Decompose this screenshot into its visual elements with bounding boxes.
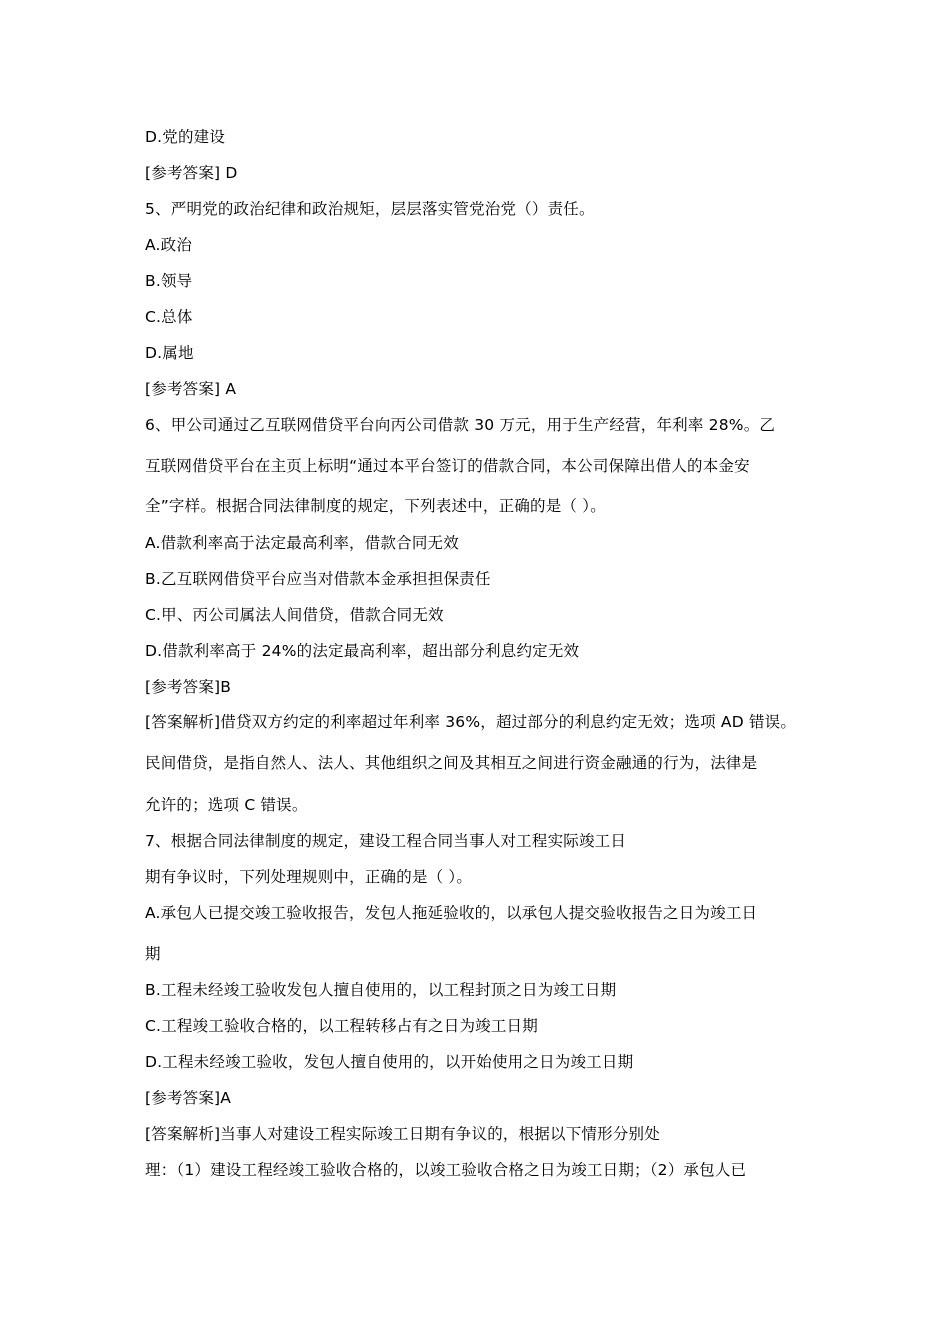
option-b-q6: B.乙互联网借贷平台应当对借款本金承担担保责任 <box>145 570 491 588</box>
answer-q5: [参考答案] A <box>145 380 237 398</box>
explanation-q6-line-1: [答案解析]借贷双方约定的利率超过年利率 36%，超过部分的利息约定无效；选项 AD 错误。 <box>145 713 797 731</box>
option-a-q6: A.借款利率高于法定最高利率，借款合同无效 <box>145 534 459 552</box>
explanation-q6-line-3: 允许的；选项 C 错误。 <box>145 796 308 814</box>
explanation-q7-line-2: 理：（1）建设工程经竣工验收合格的，以竣工验收合格之日为竣工日期；（2）承包人已 <box>145 1161 747 1179</box>
question-6-line-1: 6、甲公司通过乙互联网借贷平台向丙公司借款 30 万元，用于生产经营，年利率 28%。乙 <box>145 416 776 434</box>
answer-q7: [参考答案]A <box>145 1089 232 1107</box>
explanation-q6-line-2: 民间借贷，是指自然人、法人、其他组织之间及其相互之间进行资金融通的行为，法律是 <box>145 754 758 772</box>
question-6-line-2: 互联网借贷平台在主页上标明“通过本平台签订的借款合同，本公司保障出借人的本金安 <box>145 457 750 475</box>
option-c-q5: C.总体 <box>145 308 193 326</box>
option-a-q5: A.政治 <box>145 236 193 254</box>
question-7-line-2: 期有争议时，下列处理规则中，正确的是（ ）。 <box>145 868 473 886</box>
question-7-line-1: 7、根据合同法律制度的规定，建设工程合同当事人对工程实际竣工日 <box>145 832 627 850</box>
answer-q6: [参考答案]B <box>145 678 232 696</box>
option-d-q4: D.党的建设 <box>145 128 226 146</box>
option-b-q7: B.工程未经竣工验收发包人擅自使用的，以工程封顶之日为竣工日期 <box>145 981 617 999</box>
option-d-q7: D.工程未经竣工验收，发包人擅自使用的，以开始使用之日为竣工日期 <box>145 1053 634 1071</box>
option-c-q7: C.工程竣工验收合格的，以工程转移占有之日为竣工日期 <box>145 1017 538 1035</box>
question-5: 5、严明党的政治纪律和政治规矩，层层落实管党治党（）责任。 <box>145 200 595 218</box>
question-6-line-3: 全”字样。根据合同法律制度的规定，下列表述中，正确的是（ ）。 <box>145 497 606 515</box>
option-d-q6: D.借款利率高于 24%的法定最高利率，超出部分利息约定无效 <box>145 642 580 660</box>
option-a-q7-line-1: A.承包人已提交竣工验收报告，发包人拖延验收的，以承包人提交验收报告之日为竣工日 <box>145 904 758 922</box>
explanation-q7-line-1: [答案解析]当事人对建设工程实际竣工日期有争议的，根据以下情形分别处 <box>145 1125 660 1143</box>
answer-q4: [参考答案] D <box>145 164 238 182</box>
option-c-q6: C.甲、丙公司属法人间借贷，借款合同无效 <box>145 606 444 624</box>
option-b-q5: B.领导 <box>145 272 193 290</box>
option-d-q5: D.属地 <box>145 344 194 362</box>
option-a-q7-line-2: 期 <box>145 945 161 963</box>
